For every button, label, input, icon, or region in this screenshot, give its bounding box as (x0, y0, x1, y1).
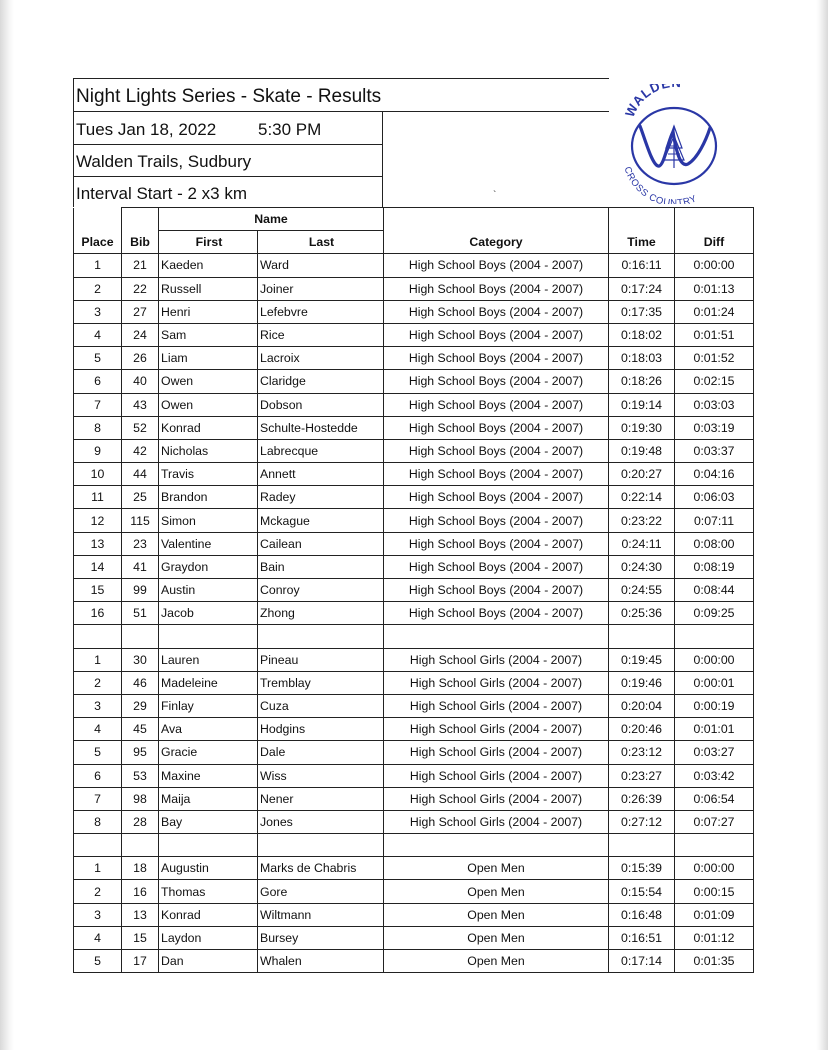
place-cell: 6 (74, 764, 122, 787)
bib-cell: 99 (122, 579, 159, 602)
place-cell: 8 (74, 810, 122, 833)
table-row (74, 277, 754, 300)
last-name-cell: Schulte-Hostedde (258, 416, 384, 439)
place-cell: 2 (74, 277, 122, 300)
table-row (74, 463, 754, 486)
diff-cell: 0:01:35 (675, 950, 754, 973)
first-name-cell: Bay (159, 810, 258, 833)
last-name-cell: Ward (258, 254, 384, 277)
first-name-cell: Thomas (159, 880, 258, 903)
diff-cell: 0:03:37 (675, 439, 754, 462)
empty-cell (384, 834, 609, 857)
place-cell: 2 (74, 880, 122, 903)
table-row (74, 602, 754, 625)
time-cell: 0:15:39 (609, 857, 675, 880)
table-row (74, 416, 754, 439)
empty-cell (74, 625, 122, 648)
time-cell: 0:17:35 (609, 300, 675, 323)
time-cell: 0:24:55 (609, 579, 675, 602)
time-cell: 0:24:11 (609, 532, 675, 555)
page-edge-right (816, 0, 828, 1050)
bib-cell: 18 (122, 857, 159, 880)
table-row (74, 787, 754, 810)
category-cell: High School Girls (2004 - 2007) (384, 648, 609, 671)
bib-cell: 45 (122, 718, 159, 741)
bib-cell: 52 (122, 416, 159, 439)
category-cell: Open Men (384, 926, 609, 949)
table-row (74, 509, 754, 532)
table-row (74, 926, 754, 949)
start-format: Interval Start - 2 x3 km (76, 184, 247, 203)
category-cell: High School Boys (2004 - 2007) (384, 277, 609, 300)
category-cell: High School Boys (2004 - 2007) (384, 439, 609, 462)
first-name-cell: Henri (159, 300, 258, 323)
first-name-cell: Konrad (159, 903, 258, 926)
last-name-cell: Bain (258, 555, 384, 578)
first-name-cell: Valentine (159, 532, 258, 555)
bib-cell: 26 (122, 347, 159, 370)
last-name-cell: Dobson (258, 393, 384, 416)
first-name-cell: Maxine (159, 764, 258, 787)
table-row (74, 764, 754, 787)
last-name-cell: Cailean (258, 532, 384, 555)
diff-cell: 0:08:00 (675, 532, 754, 555)
category-cell: High School Boys (2004 - 2007) (384, 393, 609, 416)
group-separator-row (74, 625, 754, 648)
first-name-cell: Maija (159, 787, 258, 810)
table-row (74, 857, 754, 880)
empty-cell (258, 625, 384, 648)
bib-cell: 40 (122, 370, 159, 393)
col-time: Time (609, 231, 675, 254)
last-name-cell: Lefebvre (258, 300, 384, 323)
last-name-cell: Annett (258, 463, 384, 486)
bib-cell: 16 (122, 880, 159, 903)
time-cell: 0:26:39 (609, 787, 675, 810)
bib-cell: 44 (122, 463, 159, 486)
bib-cell: 15 (122, 926, 159, 949)
diff-cell: 0:00:00 (675, 648, 754, 671)
first-name-cell: Travis (159, 463, 258, 486)
category-cell: Open Men (384, 880, 609, 903)
place-cell: 13 (74, 532, 122, 555)
category-cell: High School Girls (2004 - 2007) (384, 764, 609, 787)
bib-cell: 23 (122, 532, 159, 555)
diff-cell: 0:06:03 (675, 486, 754, 509)
table-row (74, 880, 754, 903)
table-row (74, 439, 754, 462)
place-cell: 5 (74, 741, 122, 764)
place-cell: 8 (74, 416, 122, 439)
last-name-cell: Cuza (258, 694, 384, 717)
place-cell: 16 (74, 602, 122, 625)
last-name-cell: Mckague (258, 509, 384, 532)
bib-cell: 43 (122, 393, 159, 416)
table-row (74, 694, 754, 717)
results-table (73, 207, 754, 973)
svg-text:CROSS COUNTRY (622, 165, 699, 204)
table-row (74, 671, 754, 694)
time-cell: 0:24:30 (609, 555, 675, 578)
diff-cell: 0:01:09 (675, 903, 754, 926)
first-name-cell: Graydon (159, 555, 258, 578)
last-name-cell: Conroy (258, 579, 384, 602)
time-cell: 0:16:48 (609, 903, 675, 926)
last-name-cell: Dale (258, 741, 384, 764)
category-cell: High School Boys (2004 - 2007) (384, 347, 609, 370)
diff-cell: 0:08:44 (675, 579, 754, 602)
first-name-cell: Owen (159, 393, 258, 416)
category-cell: High School Girls (2004 - 2007) (384, 810, 609, 833)
place-cell: 10 (74, 463, 122, 486)
col-first: First (159, 231, 258, 254)
last-name-cell: Pineau (258, 648, 384, 671)
empty-cell (122, 834, 159, 857)
empty-cell (384, 625, 609, 648)
bib-cell: 51 (122, 602, 159, 625)
first-name-cell: Austin (159, 579, 258, 602)
time-cell: 0:17:24 (609, 277, 675, 300)
category-cell: High School Boys (2004 - 2007) (384, 416, 609, 439)
col-last: Last (258, 231, 384, 254)
last-name-cell: Radey (258, 486, 384, 509)
category-cell: High School Girls (2004 - 2007) (384, 671, 609, 694)
category-cell: High School Girls (2004 - 2007) (384, 741, 609, 764)
diff-cell: 0:00:00 (675, 857, 754, 880)
time-cell: 0:19:30 (609, 416, 675, 439)
diff-cell: 0:01:12 (675, 926, 754, 949)
table-row (74, 486, 754, 509)
time-cell: 0:20:46 (609, 718, 675, 741)
category-cell: High School Boys (2004 - 2007) (384, 254, 609, 277)
category-cell: Open Men (384, 903, 609, 926)
diff-cell: 0:03:03 (675, 393, 754, 416)
last-name-cell: Nener (258, 787, 384, 810)
category-cell: High School Boys (2004 - 2007) (384, 370, 609, 393)
place-cell: 14 (74, 555, 122, 578)
category-cell: High School Boys (2004 - 2007) (384, 602, 609, 625)
bib-cell: 25 (122, 486, 159, 509)
time-cell: 0:27:12 (609, 810, 675, 833)
col-bib: Bib (122, 231, 159, 254)
time-cell: 0:19:46 (609, 671, 675, 694)
category-cell: Open Men (384, 950, 609, 973)
last-name-cell: Claridge (258, 370, 384, 393)
first-name-cell: Gracie (159, 741, 258, 764)
last-name-cell: Wiss (258, 764, 384, 787)
first-name-cell: Russell (159, 277, 258, 300)
time-cell: 0:19:45 (609, 648, 675, 671)
last-name-cell: Joiner (258, 277, 384, 300)
header-rule (73, 176, 383, 177)
event-venue: Walden Trails, Sudbury (76, 152, 252, 171)
last-name-cell: Wiltmann (258, 903, 384, 926)
first-name-cell: Madeleine (159, 671, 258, 694)
stray-mark: ` (493, 190, 497, 201)
bib-cell: 30 (122, 648, 159, 671)
event-time: 5:30 PM (258, 120, 322, 139)
time-cell: 0:25:36 (609, 602, 675, 625)
diff-cell: 0:01:52 (675, 347, 754, 370)
time-cell: 0:23:12 (609, 741, 675, 764)
results-body (74, 254, 754, 973)
first-name-cell: Ava (159, 718, 258, 741)
diff-cell: 0:07:27 (675, 810, 754, 833)
last-name-cell: Marks de Chabris (258, 857, 384, 880)
first-name-cell: Owen (159, 370, 258, 393)
empty-cell (159, 625, 258, 648)
table-row (74, 532, 754, 555)
table-row (74, 579, 754, 602)
place-cell: 2 (74, 671, 122, 694)
col-place: Place (74, 231, 122, 254)
bib-cell: 115 (122, 509, 159, 532)
diff-cell: 0:09:25 (675, 602, 754, 625)
diff-cell: 0:08:19 (675, 555, 754, 578)
table-row (74, 300, 754, 323)
table-header-row-top (74, 208, 754, 231)
header-left-border (73, 78, 74, 207)
last-name-cell: Whalen (258, 950, 384, 973)
event-date: Tues Jan 18, 2022 (76, 120, 217, 139)
place-cell: 11 (74, 486, 122, 509)
table-row (74, 323, 754, 346)
bib-cell: 53 (122, 764, 159, 787)
place-cell: 4 (74, 926, 122, 949)
category-cell: High School Girls (2004 - 2007) (384, 787, 609, 810)
last-name-cell: Lacroix (258, 347, 384, 370)
place-cell: 1 (74, 648, 122, 671)
place-cell: 5 (74, 950, 122, 973)
table-row (74, 950, 754, 973)
first-name-cell: Konrad (159, 416, 258, 439)
last-name-cell: Gore (258, 880, 384, 903)
category-cell: High School Girls (2004 - 2007) (384, 718, 609, 741)
first-name-cell: Jacob (159, 602, 258, 625)
first-name-cell: Kaeden (159, 254, 258, 277)
empty-cell (675, 834, 754, 857)
bib-cell: 27 (122, 300, 159, 323)
logo-top-text: WALD (622, 84, 664, 120)
bib-cell: 24 (122, 323, 159, 346)
place-cell: 7 (74, 393, 122, 416)
first-name-cell: Augustin (159, 857, 258, 880)
bib-cell: 21 (122, 254, 159, 277)
place-cell: 9 (74, 439, 122, 462)
header-rule (73, 111, 609, 112)
header-rule (73, 78, 609, 79)
place-cell: 4 (74, 718, 122, 741)
bib-cell: 13 (122, 903, 159, 926)
time-cell: 0:18:26 (609, 370, 675, 393)
place-cell: 4 (74, 323, 122, 346)
diff-cell: 0:00:00 (675, 254, 754, 277)
bib-cell: 29 (122, 694, 159, 717)
category-cell: High School Girls (2004 - 2007) (384, 694, 609, 717)
table-row (74, 741, 754, 764)
time-cell: 0:19:48 (609, 439, 675, 462)
bib-cell: 41 (122, 555, 159, 578)
empty-cell (609, 834, 675, 857)
category-cell: High School Boys (2004 - 2007) (384, 532, 609, 555)
table-row (74, 393, 754, 416)
table-row (74, 347, 754, 370)
last-name-cell: Jones (258, 810, 384, 833)
diff-cell: 0:03:19 (675, 416, 754, 439)
first-name-cell: Dan (159, 950, 258, 973)
time-cell: 0:22:14 (609, 486, 675, 509)
diff-cell: 0:00:01 (675, 671, 754, 694)
time-cell: 0:19:14 (609, 393, 675, 416)
category-cell: High School Boys (2004 - 2007) (384, 323, 609, 346)
time-cell: 0:15:54 (609, 880, 675, 903)
place-cell: 3 (74, 694, 122, 717)
empty-cell (609, 625, 675, 648)
place-cell: 7 (74, 787, 122, 810)
time-cell: 0:20:04 (609, 694, 675, 717)
last-name-cell: Bursey (258, 926, 384, 949)
category-cell: High School Boys (2004 - 2007) (384, 555, 609, 578)
place-cell: 6 (74, 370, 122, 393)
table-row (74, 555, 754, 578)
diff-cell: 0:06:54 (675, 787, 754, 810)
diff-cell: 0:01:01 (675, 718, 754, 741)
col-category: Category (384, 231, 609, 254)
diff-cell: 0:01:51 (675, 323, 754, 346)
time-cell: 0:18:02 (609, 323, 675, 346)
time-cell: 0:23:22 (609, 509, 675, 532)
first-name-cell: Simon (159, 509, 258, 532)
first-name-cell: Liam (159, 347, 258, 370)
first-name-cell: Brandon (159, 486, 258, 509)
empty-cell (675, 625, 754, 648)
time-cell: 0:16:51 (609, 926, 675, 949)
bib-cell: 28 (122, 810, 159, 833)
last-name-cell: Tremblay (258, 671, 384, 694)
bib-cell: 42 (122, 439, 159, 462)
bib-cell: 95 (122, 741, 159, 764)
header-rule (73, 144, 383, 145)
diff-cell: 0:00:15 (675, 880, 754, 903)
table-row (74, 810, 754, 833)
name-group-header: Name (159, 208, 384, 231)
diff-cell: 0:03:42 (675, 764, 754, 787)
place-cell: 12 (74, 509, 122, 532)
table-row (74, 254, 754, 277)
time-cell: 0:18:03 (609, 347, 675, 370)
place-cell: 15 (74, 579, 122, 602)
empty-cell (74, 834, 122, 857)
first-name-cell: Nicholas (159, 439, 258, 462)
diff-cell: 0:03:27 (675, 741, 754, 764)
header-divider (382, 112, 383, 207)
diff-cell: 0:01:24 (675, 300, 754, 323)
table-row (74, 903, 754, 926)
page-title: Night Lights Series - Skate - Results (76, 86, 382, 107)
last-name-cell: Hodgins (258, 718, 384, 741)
table-row (74, 718, 754, 741)
category-cell: Open Men (384, 857, 609, 880)
category-cell: High School Boys (2004 - 2007) (384, 579, 609, 602)
empty-cell (159, 834, 258, 857)
empty-cell (122, 625, 159, 648)
place-cell: 3 (74, 903, 122, 926)
logo-bottom-text: CROSS COUNTRY (621, 165, 699, 204)
last-name-cell: Labrecque (258, 439, 384, 462)
category-cell: High School Boys (2004 - 2007) (384, 509, 609, 532)
first-name-cell: Lauren (159, 648, 258, 671)
diff-cell: 0:07:11 (675, 509, 754, 532)
page-edge-left (0, 0, 14, 1050)
table-row (74, 370, 754, 393)
diff-cell: 0:04:16 (675, 463, 754, 486)
diff-cell: 0:02:15 (675, 370, 754, 393)
bib-cell: 17 (122, 950, 159, 973)
time-cell: 0:17:14 (609, 950, 675, 973)
bib-cell: 46 (122, 671, 159, 694)
diff-cell: 0:01:13 (675, 277, 754, 300)
last-name-cell: Rice (258, 323, 384, 346)
place-cell: 3 (74, 300, 122, 323)
empty-cell (258, 834, 384, 857)
col-diff: Diff (675, 231, 754, 254)
table-row (74, 648, 754, 671)
last-name-cell: Zhong (258, 602, 384, 625)
time-cell: 0:23:27 (609, 764, 675, 787)
category-cell: High School Boys (2004 - 2007) (384, 463, 609, 486)
place-cell: 1 (74, 254, 122, 277)
category-cell: High School Boys (2004 - 2007) (384, 300, 609, 323)
category-cell: High School Boys (2004 - 2007) (384, 486, 609, 509)
place-cell: 5 (74, 347, 122, 370)
time-cell: 0:20:27 (609, 463, 675, 486)
time-cell: 0:16:11 (609, 254, 675, 277)
walden-logo (618, 84, 730, 204)
bib-cell: 22 (122, 277, 159, 300)
place-cell: 1 (74, 857, 122, 880)
first-name-cell: Finlay (159, 694, 258, 717)
first-name-cell: Laydon (159, 926, 258, 949)
first-name-cell: Sam (159, 323, 258, 346)
group-separator-row (74, 834, 754, 857)
table-header-row (74, 231, 754, 254)
diff-cell: 0:00:19 (675, 694, 754, 717)
bib-cell: 98 (122, 787, 159, 810)
